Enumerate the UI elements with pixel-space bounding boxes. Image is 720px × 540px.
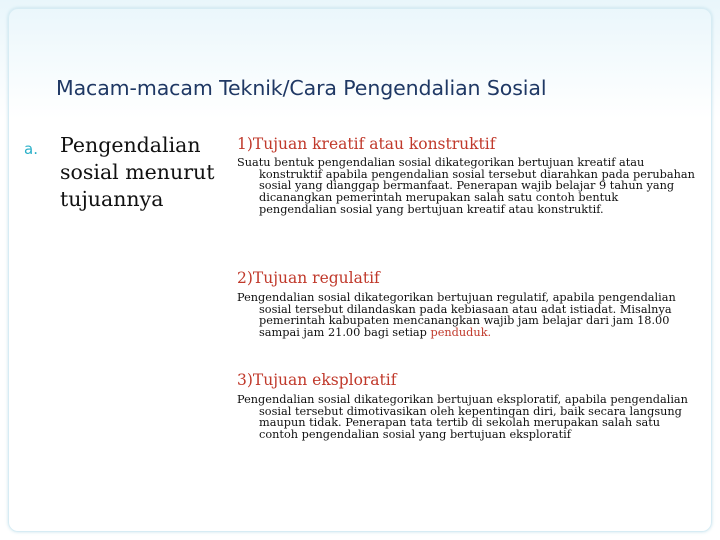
bullet-marker: a. <box>24 140 38 158</box>
slide-title: Macam-macam Teknik/Cara Pengendalian Sosial <box>56 76 547 100</box>
item-body: Pengendalian sosial dikategorikan bertujuan eksploratif, apabila pengendalian sosial tersebut dimotivasikan oleh kepentingan diri, baik secara langsung maupun tidak. Penerapan tata tertib di sekolah merupakan salah satu contoh pengendalian sosial yang bertujuan eksploratif <box>237 393 688 442</box>
item-body-text: Pengendalian sosial dikategorikan bertujuan regulatif, apabila pengendalian sosial tersebut dilandaskan pada kebiasaan atau adat istiadat. Misalnya pemerintah kabupaten mencanangkan wajib jam belajar dari jam 18.00 sampai jam 21.00 bagi setiap <box>237 291 676 340</box>
item-body-highlight: penduduk. <box>430 326 492 340</box>
item-body: Suatu bentuk pengendalian sosial dikategorikan bertujuan kreatif atau konstruktif apabila pengendalian sosial tersebut diarahkan pada perubahan sosial yang dianggap bermanfaat. Penerapan wajib belajar 9 tahun yang dicanangkan pemerintah merupakan salah satu contoh bentuk pengendalian sosial yang bertujuan kreatif atau konstruktif. <box>237 156 695 216</box>
bullet-text: Pengendalian sosial menurut tujuannya <box>60 133 215 211</box>
item-heading: 1)Tujuan kreatif atau konstruktif <box>237 135 496 153</box>
item-heading: 3)Tujuan eksploratif <box>237 371 397 389</box>
item-body <box>237 292 699 339</box>
item-heading: 2)Tujuan regulatif <box>237 269 380 287</box>
